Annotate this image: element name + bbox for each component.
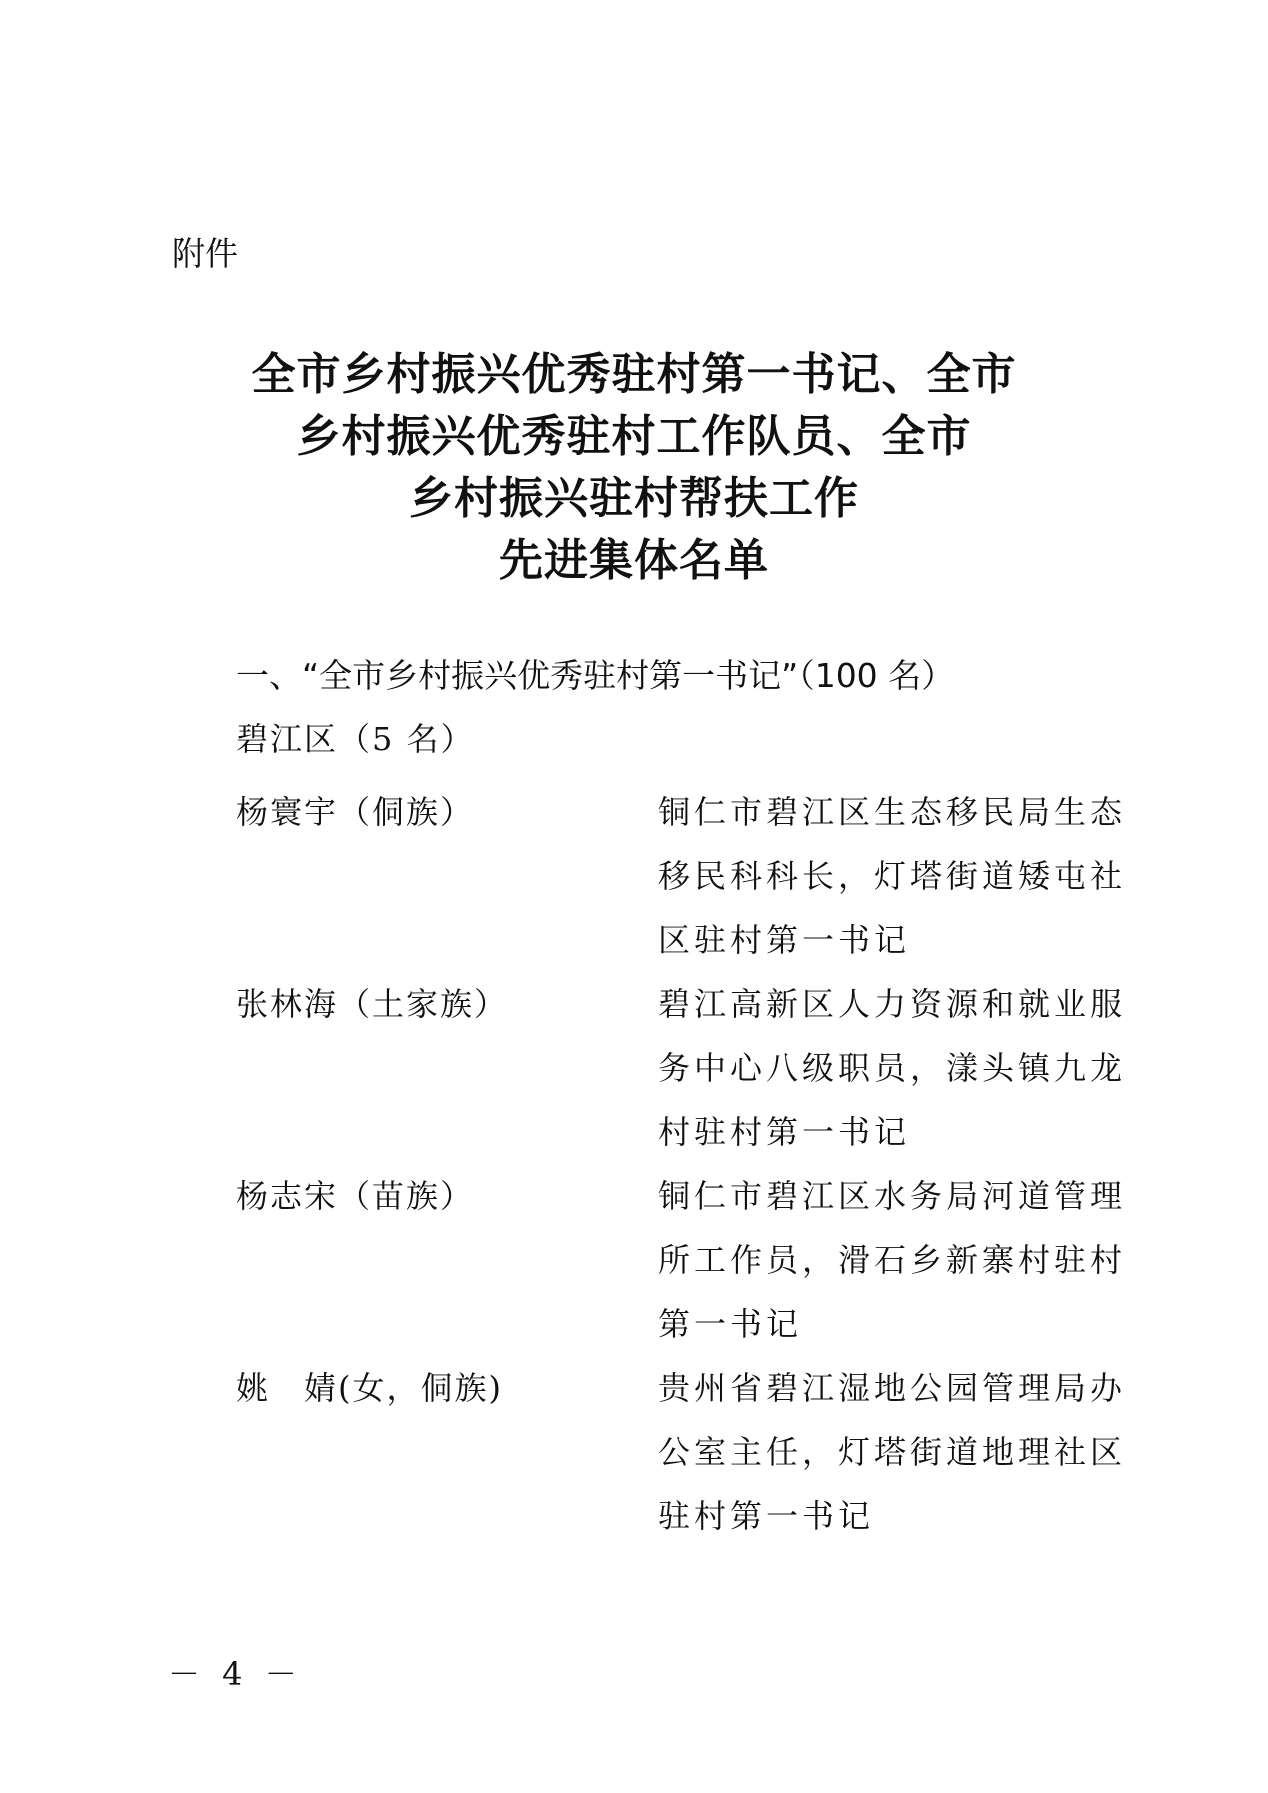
list-item [0,972,1268,1164]
description-line: 铜仁市碧江区生态移民局生态 [658,793,1127,831]
description-line: 移民科科长，灯塔街道矮屯社 [658,857,1127,895]
entry-name: 张林海（土家族） [236,985,509,1023]
list-item [0,1356,1268,1548]
description-line: 铜仁市碧江区水务局河道管理 [658,1177,1127,1215]
page-number: － 4 － [168,1655,303,1693]
title-line: 乡村振兴优秀驻村工作队员、全市 [296,411,972,462]
entry-description [658,972,1127,1164]
section-heading: 一、“全市乡村振兴优秀驻村第一书记”（100 名） [236,656,955,695]
description-line: 驻村第一书记 [658,1497,875,1535]
description-line: 所工作员，滑石乡新寨村驻村 [658,1241,1127,1279]
entry-list [0,780,1268,1548]
entry-description [658,1164,1127,1356]
description-line: 务中心八级职员，漾头镇九龙 [658,1049,1127,1087]
title-line: 全市乡村振兴优秀驻村第一书记、全市 [251,349,1017,400]
list-item [0,1164,1268,1356]
title-line: 乡村振兴驻村帮扶工作 [409,473,859,524]
document-title [0,344,1268,592]
description-line: 碧江高新区人力资源和就业服 [658,985,1127,1023]
entry-description [658,1356,1127,1548]
attachment-label: 附件 [172,234,238,273]
description-line: 第一书记 [658,1305,803,1343]
list-item [0,780,1268,972]
title-line: 先进集体名单 [499,535,769,586]
description-line: 贵州省碧江湿地公园管理局办 [658,1369,1127,1407]
entry-name: 杨寰宇（侗族） [236,793,475,831]
district-heading: 碧江区（5 名） [236,720,475,758]
description-line: 公室主任，灯塔街道地理社区 [658,1433,1127,1471]
description-line: 村驻村第一书记 [658,1113,911,1151]
entry-name: 杨志宋（苗族） [236,1177,475,1215]
description-line: 区驻村第一书记 [658,921,911,959]
entry-name: 姚 婧(女，侗族) [236,1369,503,1407]
entry-description [658,780,1127,972]
